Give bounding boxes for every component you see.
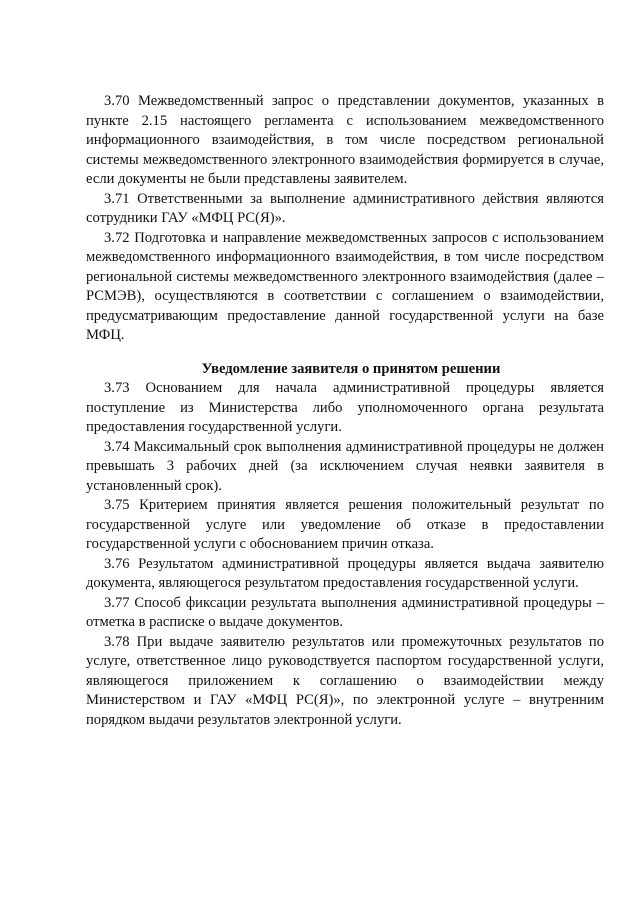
paragraph-3-74: 3.74 Максимальный срок выполнения административной процедуры не должен превышать 3 рабочих дней (за исключением случая неявки заявителя в установленный срок). [86, 438, 604, 494]
paragraph-3-70: 3.70 Межведомственный запрос о представлении документов, указанных в пункте 2.15 настоящего регламента с использованием межведомственного информационного взаимодействия, в том числе посредством региональной системы межведомственного электронного взаимодействия формируется в случае, если документы не были представлены заявителем. [86, 93, 604, 187]
paragraph-3-75: 3.75 Критерием принятия является решения положительный результат по государственной услуге или уведомление об отказе в предоставлении государственной услуги с обоснованием причин отказа. [86, 497, 604, 552]
paragraph-3-71: 3.71 Ответственными за выполнение административного действия являются сотрудники ГАУ «МФЦ РС(Я)». [86, 190, 604, 226]
paragraph-3-72: 3.72 Подготовка и направление межведомственных запросов с использованием межведомственного информационного взаимодействия, в том числе посредством региональной системы межведомственного электронного взаимодействия (далее – РСМЭВ), осуществляются в соответствии с соглашением о взаимодействии, предусматривающим предоставление данной государственной услуги на базе МФЦ. [86, 229, 604, 343]
document-page [86, 92, 604, 730]
paragraph-3-77: 3.77 Способ фиксации результата выполнения административной процедуры –отметка в расписке о выдаче документов. [86, 594, 604, 630]
paragraph-3-78: 3.78 При выдаче заявителю результатов или промежуточных результатов по услуге, ответственное лицо руководствуется паспортом государственной услуги, являющегося приложением к соглашению о взаимодействии между Министерством и ГАУ «МФЦ РС(Я)», по электронной услуге – внутренним порядком выдачи результатов электронной услуги. [86, 633, 604, 728]
paragraph-3-73: 3.73 Основанием для начала административной процедуры является поступление из Министерства либо уполномоченного органа результата предоставления государственной услуги. [86, 380, 604, 435]
section-heading: Уведомление заявителя о принятом решении [201, 360, 501, 377]
paragraph-3-76: 3.76 Результатом административной процедуры является выдача заявителю документа, являющегося результатом предоставления государственной услуги. [86, 555, 604, 591]
